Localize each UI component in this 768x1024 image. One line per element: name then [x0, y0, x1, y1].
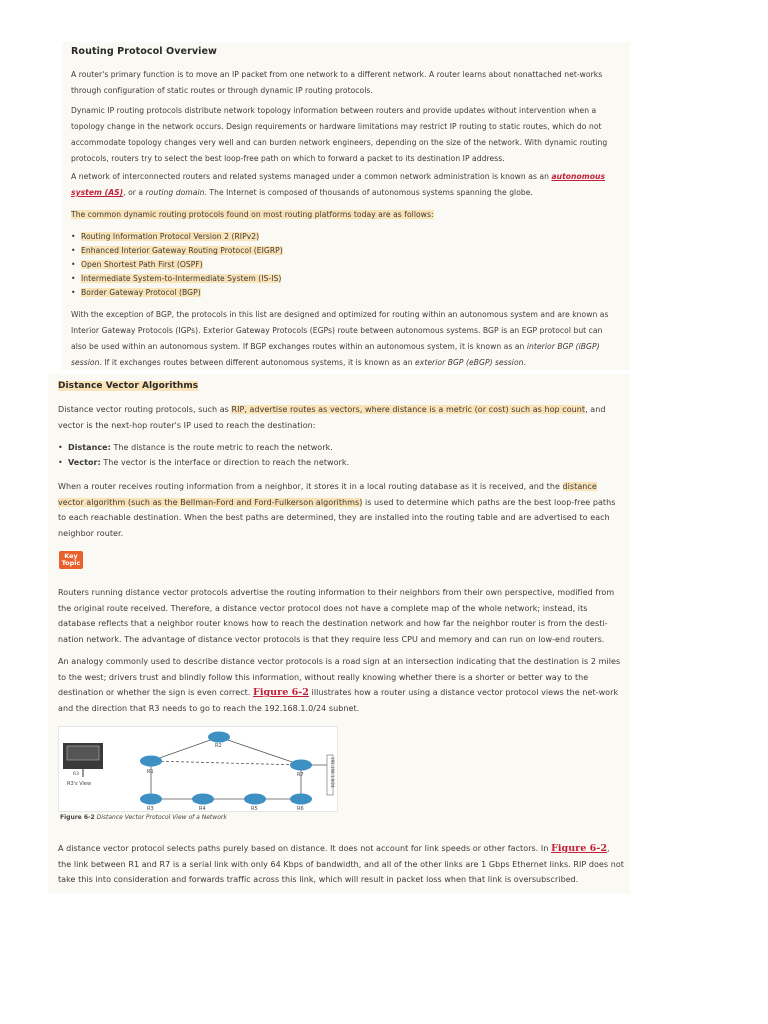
network-label: 192.168.1.0/24 — [330, 757, 335, 788]
autonomous-system-link[interactable]: autonomous system (AS) — [71, 172, 606, 197]
router-icon-r6 — [290, 794, 312, 805]
router-label: R6 — [297, 806, 304, 811]
router-label: R2 — [215, 743, 222, 749]
router-icon-r3 — [140, 794, 162, 805]
section-title-distance-vector: Distance Vector Algorithms — [58, 381, 199, 391]
section-title-routing-overview: Routing Protocol Overview — [71, 46, 217, 57]
router-icon-r1 — [140, 756, 162, 767]
overview-paragraph-4: With the exception of BGP, the protocols in this list are designed and optimized for routing within an autonomous system and are known as Interior Gateway Protocols (IGPs). Exterior Gateway Protocols (EGPs) route between autonomous systems. BGP is an EGP protocol but can also be used within an autonomous system. If BGP exchanges routes within an autonomous system, it is known as an interior BGP (iBGP) session. If it exchanges routes between different autonomous systems, it is known as an exterior BGP (eBGP) session. — [71, 310, 609, 367]
sign-r3-label: R3 — [73, 772, 79, 777]
dv-definition-list — [58, 441, 624, 471]
network-diagram — [58, 726, 338, 812]
dv-paragraph-3: Routers running distance vector protocols advertise the routing information to their neighbors from their own perspective, modified from the original route received. Therefore, a distance vector protocol does not have a complete map of the whole network; instead, its database reflects that a neighbor router knows how to reach the destination network and how far the neighbor router is from the desti-nation network. The advantage of distance vector protocols is that they require less CPU and memory and can run on low-end routers. — [58, 588, 615, 644]
router-icon-r7 — [290, 760, 312, 771]
list-item: • Vector: The vector is the interface or direction to reach the network. — [58, 456, 624, 471]
overview-paragraph-3: A network of interconnected routers and related systems managed under a common network administration is known as an autonomous system (AS), or a routing domain. The Internet is composed of thousands of autonomous systems spanning the globe. — [71, 172, 606, 197]
network-diagram-svg — [59, 727, 337, 811]
router-label: R4 — [199, 806, 206, 811]
dv-paragraph-5: A distance vector protocol selects paths purely based on distance. It does not account for link speeds or other factors. In Figure 6-2, the link between R1 and R7 is a serial link with only 64 Kbps of bandwidth, and all of the other links are 1 Gbps Ethernet links. RIP does not take this into consideration and forwards traffic across this link, which will result in packet loss when that link is oversubscribed. — [58, 843, 624, 884]
protocols-intro: The common dynamic routing protocols found on most routing platforms today are as follows: — [71, 210, 434, 219]
router-label: R1 — [147, 769, 154, 775]
router-label: R7 — [297, 772, 304, 778]
figure-caption: Figure 6-2 Distance Vector Protocol View of a Network — [60, 814, 227, 821]
list-item: • Enhanced Interior Gateway Routing Protocol (EIGRP) — [71, 244, 611, 258]
key-topic-icon: Key Topic — [59, 551, 83, 569]
dv-paragraph-1: Distance vector routing protocols, such as RIP, advertise routes as vectors, where distance is a metric (or cost) such as hop count, and vector is the next-hop router's IP used to reach the destination: — [58, 405, 606, 430]
dv-paragraph-2: When a router receives routing information from a neighbor, it stores it in a local routing database as it is received, and the distance vector algorithm (such as the Bellman-Ford and Ford-Fulkerson algorithms) is used to determine which paths are the best loop-free paths to each reachable destination. When the best paths are determined, they are installed into the routing table and are advertised to each neighbor router. — [58, 482, 616, 538]
protocol-list — [71, 230, 611, 300]
router-label: R5 — [251, 806, 258, 811]
router-icon-r5 — [244, 794, 266, 805]
router-icon-r2 — [208, 732, 230, 743]
list-item: • Intermediate System-to-Intermediate System (IS-IS) — [71, 272, 611, 286]
overview-paragraph-2: Dynamic IP routing protocols distribute network topology information between routers and provide updates without intervention when a topology change in the network occurs. Design requirements or hardware limitations may restrict IP routing to static routes, which do not accommodate topology changes very well and can burden network engineers, depending on the size of the network. With dynamic routing protocols, routers try to select the best loop-free path on which to forward a packet to its destination IP address. — [71, 106, 608, 163]
list-item: • Distance: The distance is the route metric to reach the network. — [58, 441, 624, 456]
dv-paragraph-4: An analogy commonly used to describe distance vector protocols is a road sign at an intersection indicating that the destination is 2 miles to the west; drivers trust and blindly follow this information, without really knowing whether there is a shorter or better way to the destination or whether the sign is even correct. Figure 6-2 illustrates how a router using a distance vector protocol views the net-work and the direction that R3 needs to go to reach the 192.168.1.0/24 subnet. — [58, 657, 621, 713]
list-item: • Border Gateway Protocol (BGP) — [71, 286, 611, 300]
overview-paragraph-1: A router's primary function is to move an IP packet from one network to a different network. A router learns about nonattached net-works through configuration of static routes or through dynamic IP routing protocols. — [71, 70, 603, 95]
router-icon-r4 — [192, 794, 214, 805]
figure-6-2-link[interactable]: Figure 6-2 — [253, 687, 309, 698]
router-label: R3 — [147, 806, 154, 811]
list-item: • Routing Information Protocol Version 2 (RIPv2) — [71, 230, 611, 244]
list-item: • Open Shortest Path First (OSPF) — [71, 258, 611, 272]
r3-view-label: R3's View — [67, 781, 92, 787]
router-icons — [140, 732, 312, 805]
figure-6-2-link[interactable]: Figure 6-2 — [551, 843, 607, 854]
